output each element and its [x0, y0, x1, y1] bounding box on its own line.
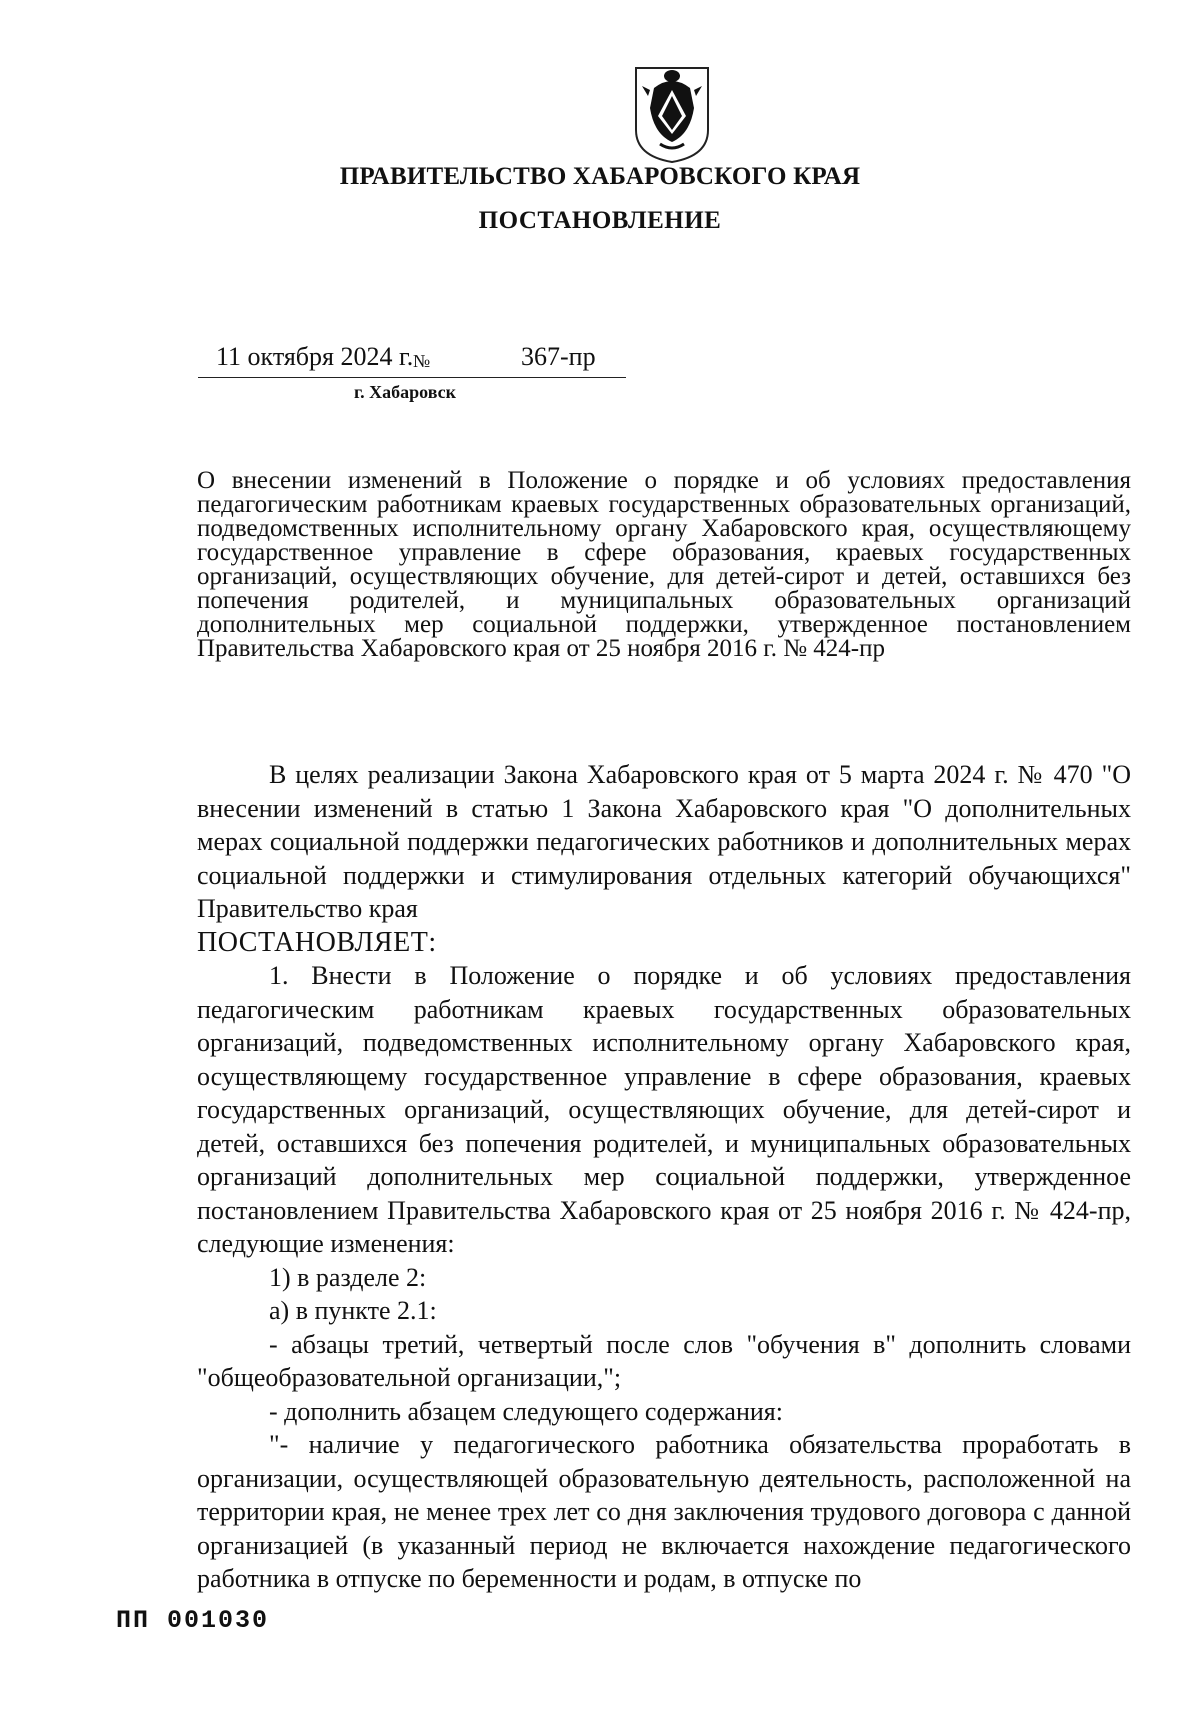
date-underline [198, 377, 626, 378]
dash-paragraph-2: - дополнить абзацем следующего содержания: [269, 1396, 783, 1426]
preamble-paragraph: В целях реализации Закона Хабаровского края от 5 марта 2024 г. № 470 "О внесении изменений в статью 1 Закона Хабаровского края "О дополнительных мерах социальной поддержки педагогических работников и дополнительных мерах социальной поддержки и стимулирования отдельных категорий обучающихся" Правительство края [197, 760, 1131, 923]
organization-title: ПРАВИТЕЛЬСТВО ХАБАРОВСКОГО КРАЯ [339, 163, 861, 190]
document-subject: О внесении изменений в Положение о порядке и об условиях предоставления педагогическим работникам краевых государственных образовательных организаций, подведомственных исполнительному органу Хабаровского края, осуществляющему государственное управление в сфере образования, краевых государственных организаций, осуществляющих обучение, для детей-сирот и детей, оставшихся без попечения родителей, и муниципальных образовательных организаций дополнительных мер социальной поддержки, утвержденное постановлением Правительства Хабаровского края от 25 ноября 2016 г. № 424-пр [197, 467, 1131, 662]
document-type: ПОСТАНОВЛЕНИЕ [478, 207, 722, 234]
subitem-1a-paragraph: а) в пункте 2.1: [269, 1296, 437, 1325]
document-city: г. Хабаровск [354, 382, 457, 402]
document-body [197, 758, 1131, 1596]
document-number: 367-пр [521, 342, 596, 371]
item-1-paragraph: 1. Внести в Положение о порядке и об условиях предоставления педагогическим работникам краевых государственных образовательных организаций, подведомственных исполнительному органу Хабаровского края, осуществляющему государственное управление в сфере образования, краевых государственных организаций, осуществляющих обучение, для детей-сирот и детей, оставшихся без попечения родителей, и муниципальных образовательных организаций дополнительных мер социальной поддержки, утвержденное постановлением Правительства Хабаровского края от 25 ноября 2016 г. № 424-пр, следующие изменения: [197, 961, 1131, 1258]
khabarovsk-krai-coat-of-arms-icon [630, 60, 714, 164]
subitem-1-paragraph: 1) в разделе 2: [269, 1262, 427, 1292]
quoted-paragraph: "- наличие у педагогического работника обязательства проработать в организации, осуществляющей образовательную деятельность, расположенной на территории края, не менее трех лет со дня заключения трудового договора с данной организацией (в указанный период не включается нахождение педагогического работника в отпуске по беременности и родам, в отпуске по [197, 1430, 1131, 1593]
resolve-heading: ПОСТАНОВЛЯЕТ: [197, 926, 437, 958]
dash-paragraph-1: - абзацы третий, четвертый после слов "обучения в" дополнить словами "общеобразовательной организации,"; [197, 1329, 1131, 1392]
date-number-row [0, 342, 1200, 382]
document-date: 11 октября 2024 г. [216, 342, 414, 371]
number-sign: № [413, 351, 431, 371]
form-code: ПП 001030 [116, 1606, 270, 1635]
